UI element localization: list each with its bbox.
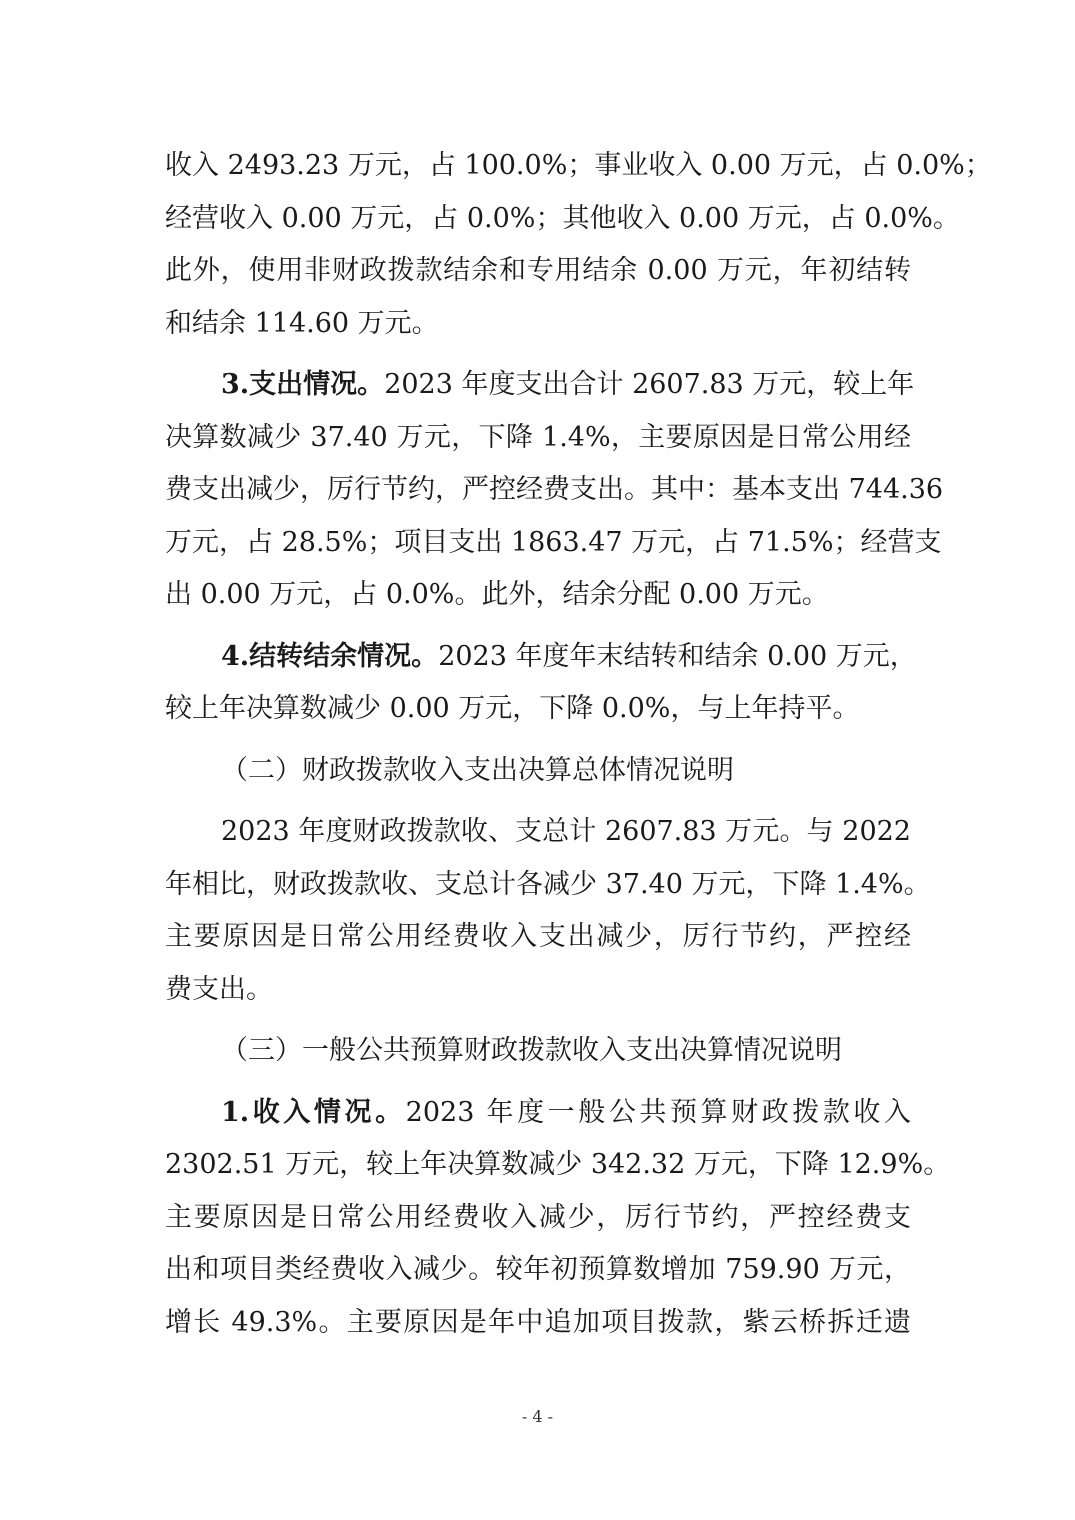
text-line: 增长 49.3%。主要原因是年中追加项目拨款，紫云桥拆迁遗 xyxy=(165,1306,911,1338)
text-line: 2302.51 万元，较上年决算数减少 342.32 万元，下降 12.9%。 xyxy=(165,1149,951,1180)
text-line: 和结余 114.60 万元。 xyxy=(165,307,439,339)
page-number: - 4 - xyxy=(521,1407,554,1426)
text-line: 主要原因是日常公用经费收入减少，厉行节约，严控经费支 xyxy=(165,1201,911,1233)
text-line: 费支出减少，厉行节约，严控经费支出。其中：基本支出 744.36 xyxy=(165,474,944,505)
document-body xyxy=(165,140,992,1349)
paragraph-expenditure-line xyxy=(165,359,915,412)
text-line: 出 0.00 万元，占 0.0%。此外，结余分配 0.00 万元。 xyxy=(165,579,829,610)
section-heading-carryover: 4.结转结余情况。 xyxy=(221,640,439,672)
text-run: 2023 年度支出合计 2607.83 万元，较上年 xyxy=(384,369,915,400)
text-line: 出和项目类经费收入减少。较年初预算数增加 759.90 万元， xyxy=(165,1254,911,1285)
text-line: 费支出。 xyxy=(165,973,273,1005)
paragraph-income-line xyxy=(165,1087,911,1140)
text-line: 2023 年度财政拨款收、支总计 2607.83 万元。与 2022 xyxy=(221,816,911,847)
section-heading-general-budget: （三）一般公共预算财政拨款收入支出决算情况说明 xyxy=(221,1035,842,1066)
section-heading-expenditure: 3.支出情况。 xyxy=(221,369,385,400)
text-line: 收入 2493.23 万元，占 100.0%；事业收入 0.00 万元，占 0.0%； xyxy=(165,150,992,181)
text-run: 2023 年度一般公共预算财政拨款收入 xyxy=(405,1096,912,1128)
text-run: 2023 年度年末结转和结余 0.00 万元， xyxy=(438,640,917,672)
text-line: 决算数减少 37.40 万元，下降 1.4%，主要原因是日常公用经 xyxy=(165,421,911,453)
text-line: 万元，占 28.5%；项目支出 1863.47 万元，占 71.5%；经营支 xyxy=(165,526,942,558)
text-line: 主要原因是日常公用经费收入支出减少，厉行节约，严控经 xyxy=(165,921,911,952)
section-heading-fiscal-overview: （二）财政拨款收入支出决算总体情况说明 xyxy=(221,754,734,786)
text-line: 此外，使用非财政拨款结余和专用结余 0.00 万元，年初结转 xyxy=(165,255,911,286)
text-line: 年相比，财政拨款收、支总计各减少 37.40 万元，下降 1.4%。 xyxy=(165,868,931,900)
paragraph-carryover-line xyxy=(165,631,917,684)
text-line: 经营收入 0.00 万元，占 0.0%；其他收入 0.00 万元，占 0.0%。 xyxy=(165,202,960,234)
section-heading-income: 1.收入情况。 xyxy=(221,1096,406,1128)
text-line: 较上年决算数减少 0.00 万元，下降 0.0%，与上年持平。 xyxy=(165,693,860,724)
